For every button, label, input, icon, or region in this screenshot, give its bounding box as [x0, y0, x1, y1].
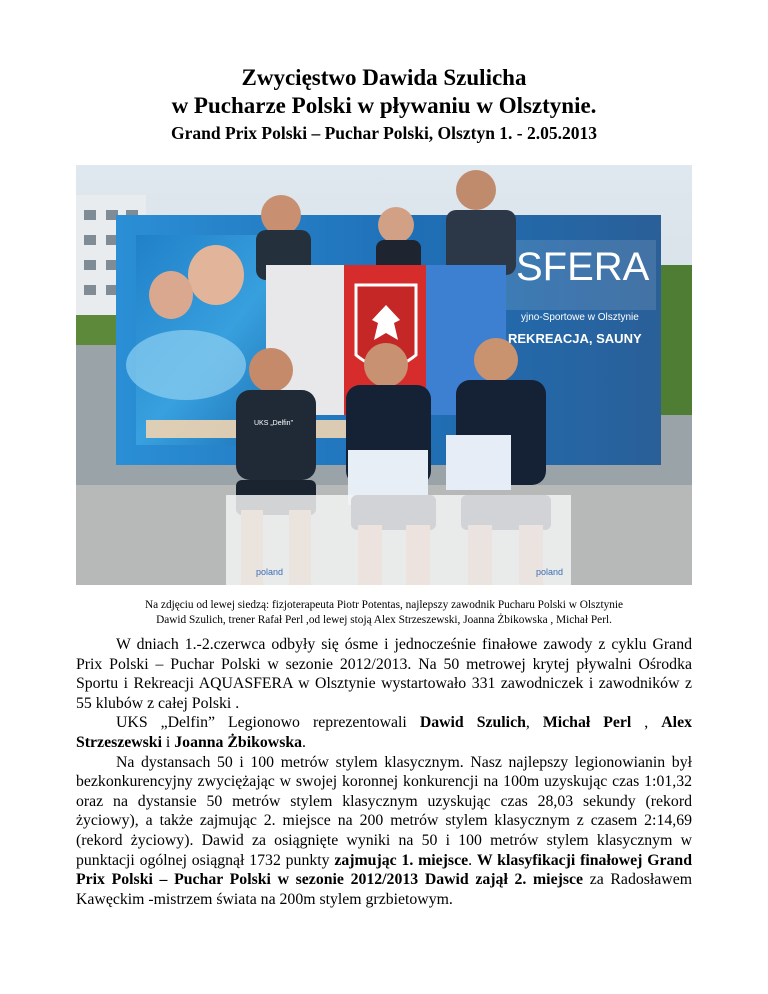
photo-caption-line1: Na zdjęciu od lewej siedzą: fizjoterapeuta Piotr Potentas, najlepszy zawodnik Pucharu Polski w Olsztynie [144, 599, 624, 611]
banner-subtext-1: yjno-Sportowe w Olsztynie [521, 312, 639, 323]
sponsor-logo: poland [256, 567, 284, 577]
p2-text-a: UKS „Delfin” Legionowo reprezentowali [116, 714, 420, 732]
p2-end: . [302, 733, 306, 751]
p3-text-end: za Radosławem Kawęckim -mistrzem świata na 200m stylem grzbietowym. [76, 871, 692, 908]
sponsor-logo-2: poland [536, 567, 564, 577]
p3-text-a: Na dystansach 50 i 100 metrów stylem klasycznym. Nasz najlepszy legionowianin był bezkonkurencyjny zwyciężając w swojej koronnej konkurencji na 100m uzyskując czas 1:01,32 oraz na dystansie 50 metrów stylem klasycznym uzyskując czas 28,03 sekundy (rekord życiowy), a także zajmując 2. miejsce na 200 metrów stylem klasycznym z czasem 2:14,69 (rekord życiowy). Dawid za osiągnięte wyniki na 50 i 100 metrów stylem klasycznym w punktacji ogólnej osiągnął 1732 punkty [76, 753, 692, 869]
article-body [76, 635, 692, 909]
p2-sep-2: , [631, 714, 662, 732]
banner-subtext-2: REKREACJA, SAUNY [508, 331, 642, 346]
page-title-line2: w Pucharze Polski w pływaniu w Olsztynie. [171, 93, 597, 118]
name-dawid-szulich: Dawid Szulich [419, 714, 526, 732]
paragraph-2 [76, 713, 692, 752]
name-alex-strzeszewski: Alex Strzeszewski [76, 714, 692, 751]
p3-bold-first-place: zajmując 1. miejsce [334, 851, 469, 869]
page-title-line1: Zwycięstwo Dawida Szulicha [241, 65, 527, 90]
paragraph-1: W dniach 1.-2.czerwca odbyły się ósme i jednocześnie finałowe zawody z cyklu Grand Prix Polski – Puchar Polski w sezonie 2012/2013. Na 50 metrowej krytej pływalni Ośrodka Sportu i Rekreacji AQUASFERA w Olsztynie wystartowało 331 zawodniczek i zawodników z 55 klubów z całej Polski . [76, 636, 692, 712]
page-subtitle: Grand Prix Polski – Puchar Polski, Olsztyn 1. - 2.05.2013 [170, 123, 597, 143]
p2-sep-3: i [161, 733, 175, 751]
p2-sep-1: , [525, 714, 543, 732]
photo-caption-line2: Dawid Szulich, trener Rafał Perl ,od lewej stoją Alex Strzeszewski, Joanna Żbikowska , Michał Perl. [156, 614, 612, 626]
name-joanna-zbikowska: Joanna Żbikowska [174, 733, 303, 751]
shirt-text: UKS „Delfin” [254, 420, 293, 427]
banner-text: SFERA [516, 245, 650, 289]
p3-sep-1: . [468, 851, 477, 869]
p3-bold-classification: W klasyfikacji finałowej Grand Prix Polski – Puchar Polski w sezonie 2012/2013 Dawid zajął 2. miejsce [76, 851, 692, 889]
paragraph-3 [76, 753, 692, 910]
name-michal-perl: Michał Perl [542, 714, 632, 732]
team-photo [76, 165, 692, 585]
